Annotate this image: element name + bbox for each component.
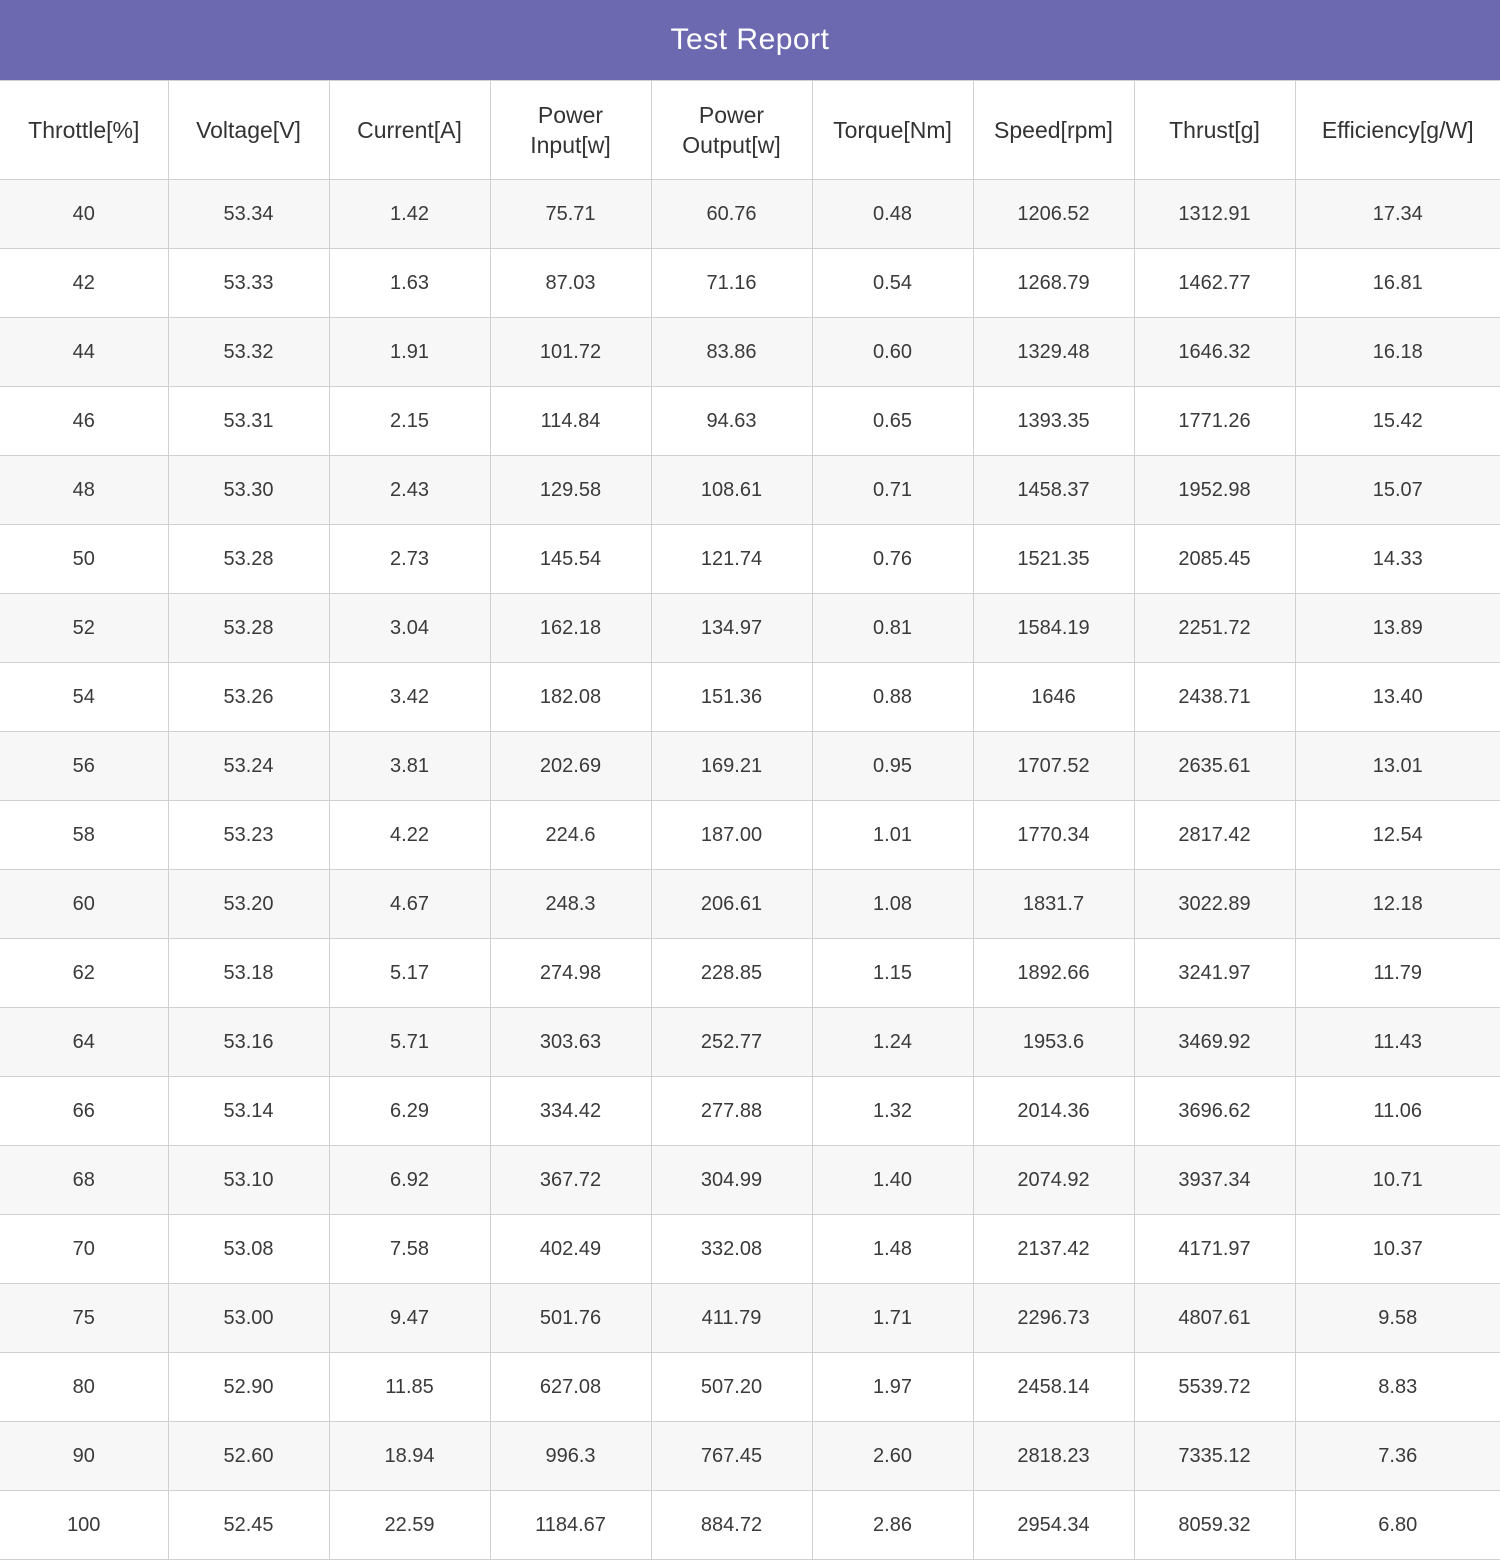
table-row [0, 1077, 1500, 1146]
cell-power-output: 187.00 [651, 801, 812, 870]
cell-efficiency: 7.36 [1295, 1422, 1500, 1491]
table-row [0, 249, 1500, 318]
cell-voltage: 53.23 [168, 801, 329, 870]
cell-throttle: 56 [0, 732, 168, 801]
cell-torque: 0.88 [812, 663, 973, 732]
cell-speed: 1953.6 [973, 1008, 1134, 1077]
cell-torque: 1.71 [812, 1284, 973, 1353]
cell-current: 2.15 [329, 387, 490, 456]
cell-speed: 1707.52 [973, 732, 1134, 801]
cell-throttle: 80 [0, 1353, 168, 1422]
cell-power-output: 884.72 [651, 1491, 812, 1560]
cell-current: 6.92 [329, 1146, 490, 1215]
table-row [0, 1422, 1500, 1491]
cell-speed: 2458.14 [973, 1353, 1134, 1422]
cell-efficiency: 17.34 [1295, 180, 1500, 249]
cell-speed: 2954.34 [973, 1491, 1134, 1560]
cell-throttle: 68 [0, 1146, 168, 1215]
cell-power-output: 411.79 [651, 1284, 812, 1353]
table-row [0, 594, 1500, 663]
cell-voltage: 53.00 [168, 1284, 329, 1353]
cell-efficiency: 6.80 [1295, 1491, 1500, 1560]
cell-power-input: 248.3 [490, 870, 651, 939]
cell-efficiency: 10.71 [1295, 1146, 1500, 1215]
cell-voltage: 53.31 [168, 387, 329, 456]
cell-thrust: 1952.98 [1134, 456, 1295, 525]
cell-thrust: 7335.12 [1134, 1422, 1295, 1491]
cell-voltage: 53.30 [168, 456, 329, 525]
cell-speed: 2074.92 [973, 1146, 1134, 1215]
cell-throttle: 44 [0, 318, 168, 387]
cell-power-output: 60.76 [651, 180, 812, 249]
table-row [0, 870, 1500, 939]
table-row [0, 1491, 1500, 1560]
cell-power-output: 121.74 [651, 525, 812, 594]
cell-speed: 2818.23 [973, 1422, 1134, 1491]
cell-thrust: 4807.61 [1134, 1284, 1295, 1353]
cell-voltage: 53.24 [168, 732, 329, 801]
cell-throttle: 54 [0, 663, 168, 732]
cell-throttle: 40 [0, 180, 168, 249]
cell-efficiency: 14.33 [1295, 525, 1500, 594]
cell-torque: 1.24 [812, 1008, 973, 1077]
cell-thrust: 2251.72 [1134, 594, 1295, 663]
cell-speed: 1458.37 [973, 456, 1134, 525]
cell-current: 5.17 [329, 939, 490, 1008]
cell-speed: 1770.34 [973, 801, 1134, 870]
column-header-throttle: Throttle[%] [0, 81, 168, 180]
cell-speed: 2296.73 [973, 1284, 1134, 1353]
cell-torque: 1.15 [812, 939, 973, 1008]
cell-throttle: 50 [0, 525, 168, 594]
cell-throttle: 42 [0, 249, 168, 318]
cell-power-input: 145.54 [490, 525, 651, 594]
cell-voltage: 53.28 [168, 594, 329, 663]
cell-thrust: 1646.32 [1134, 318, 1295, 387]
table-row [0, 456, 1500, 525]
cell-power-output: 332.08 [651, 1215, 812, 1284]
cell-torque: 1.97 [812, 1353, 973, 1422]
cell-voltage: 53.34 [168, 180, 329, 249]
cell-voltage: 53.28 [168, 525, 329, 594]
cell-torque: 0.54 [812, 249, 973, 318]
cell-power-input: 996.3 [490, 1422, 651, 1491]
cell-speed: 1268.79 [973, 249, 1134, 318]
cell-voltage: 53.33 [168, 249, 329, 318]
cell-current: 2.73 [329, 525, 490, 594]
cell-thrust: 2817.42 [1134, 801, 1295, 870]
cell-current: 5.71 [329, 1008, 490, 1077]
cell-thrust: 3937.34 [1134, 1146, 1295, 1215]
table-row [0, 1284, 1500, 1353]
cell-torque: 0.76 [812, 525, 973, 594]
cell-power-output: 277.88 [651, 1077, 812, 1146]
cell-efficiency: 8.83 [1295, 1353, 1500, 1422]
cell-speed: 1646 [973, 663, 1134, 732]
column-header-torque: Torque[Nm] [812, 81, 973, 180]
cell-power-output: 304.99 [651, 1146, 812, 1215]
cell-power-input: 75.71 [490, 180, 651, 249]
cell-current: 22.59 [329, 1491, 490, 1560]
table-row [0, 387, 1500, 456]
cell-efficiency: 11.06 [1295, 1077, 1500, 1146]
cell-efficiency: 11.43 [1295, 1008, 1500, 1077]
cell-power-output: 206.61 [651, 870, 812, 939]
cell-efficiency: 13.01 [1295, 732, 1500, 801]
cell-current: 1.63 [329, 249, 490, 318]
cell-torque: 0.95 [812, 732, 973, 801]
cell-efficiency: 11.79 [1295, 939, 1500, 1008]
cell-power-input: 627.08 [490, 1353, 651, 1422]
cell-efficiency: 10.37 [1295, 1215, 1500, 1284]
cell-throttle: 75 [0, 1284, 168, 1353]
cell-speed: 1206.52 [973, 180, 1134, 249]
cell-voltage: 53.20 [168, 870, 329, 939]
table-body [0, 180, 1500, 1560]
cell-torque: 2.86 [812, 1491, 973, 1560]
cell-voltage: 53.10 [168, 1146, 329, 1215]
column-header-speed: Speed[rpm] [973, 81, 1134, 180]
cell-power-input: 1184.67 [490, 1491, 651, 1560]
cell-current: 11.85 [329, 1353, 490, 1422]
cell-power-output: 71.16 [651, 249, 812, 318]
cell-speed: 2014.36 [973, 1077, 1134, 1146]
cell-power-input: 501.76 [490, 1284, 651, 1353]
cell-thrust: 3696.62 [1134, 1077, 1295, 1146]
cell-power-input: 162.18 [490, 594, 651, 663]
table-row [0, 732, 1500, 801]
cell-current: 7.58 [329, 1215, 490, 1284]
cell-thrust: 2085.45 [1134, 525, 1295, 594]
cell-thrust: 5539.72 [1134, 1353, 1295, 1422]
cell-power-input: 114.84 [490, 387, 651, 456]
cell-torque: 2.60 [812, 1422, 973, 1491]
table-row [0, 939, 1500, 1008]
cell-power-output: 108.61 [651, 456, 812, 525]
cell-efficiency: 13.89 [1295, 594, 1500, 663]
table-row [0, 801, 1500, 870]
cell-power-input: 303.63 [490, 1008, 651, 1077]
cell-throttle: 60 [0, 870, 168, 939]
cell-torque: 0.71 [812, 456, 973, 525]
cell-power-input: 87.03 [490, 249, 651, 318]
cell-current: 3.81 [329, 732, 490, 801]
cell-efficiency: 16.81 [1295, 249, 1500, 318]
cell-voltage: 52.45 [168, 1491, 329, 1560]
table-row [0, 318, 1500, 387]
cell-torque: 1.01 [812, 801, 973, 870]
cell-power-output: 94.63 [651, 387, 812, 456]
cell-speed: 1831.7 [973, 870, 1134, 939]
cell-efficiency: 12.54 [1295, 801, 1500, 870]
cell-current: 3.04 [329, 594, 490, 663]
cell-power-input: 202.69 [490, 732, 651, 801]
cell-torque: 0.65 [812, 387, 973, 456]
cell-efficiency: 15.07 [1295, 456, 1500, 525]
cell-efficiency: 9.58 [1295, 1284, 1500, 1353]
table-row [0, 1146, 1500, 1215]
cell-thrust: 8059.32 [1134, 1491, 1295, 1560]
cell-throttle: 58 [0, 801, 168, 870]
cell-thrust: 4171.97 [1134, 1215, 1295, 1284]
cell-torque: 0.48 [812, 180, 973, 249]
cell-torque: 0.81 [812, 594, 973, 663]
cell-efficiency: 12.18 [1295, 870, 1500, 939]
table-row [0, 1215, 1500, 1284]
cell-thrust: 1462.77 [1134, 249, 1295, 318]
cell-power-output: 228.85 [651, 939, 812, 1008]
cell-power-input: 224.6 [490, 801, 651, 870]
cell-throttle: 62 [0, 939, 168, 1008]
cell-current: 18.94 [329, 1422, 490, 1491]
cell-voltage: 53.26 [168, 663, 329, 732]
cell-torque: 1.32 [812, 1077, 973, 1146]
cell-torque: 1.08 [812, 870, 973, 939]
column-header-power-input: Power Input[w] [490, 81, 651, 180]
cell-voltage: 53.18 [168, 939, 329, 1008]
cell-current: 6.29 [329, 1077, 490, 1146]
cell-power-input: 182.08 [490, 663, 651, 732]
cell-torque: 1.48 [812, 1215, 973, 1284]
cell-efficiency: 13.40 [1295, 663, 1500, 732]
cell-voltage: 53.14 [168, 1077, 329, 1146]
column-header-voltage: Voltage[V] [168, 81, 329, 180]
cell-power-input: 367.72 [490, 1146, 651, 1215]
cell-voltage: 53.32 [168, 318, 329, 387]
cell-speed: 1892.66 [973, 939, 1134, 1008]
table-row [0, 525, 1500, 594]
cell-current: 2.43 [329, 456, 490, 525]
cell-throttle: 66 [0, 1077, 168, 1146]
cell-power-output: 83.86 [651, 318, 812, 387]
cell-throttle: 46 [0, 387, 168, 456]
cell-current: 3.42 [329, 663, 490, 732]
cell-current: 1.91 [329, 318, 490, 387]
cell-power-input: 274.98 [490, 939, 651, 1008]
cell-voltage: 52.60 [168, 1422, 329, 1491]
cell-thrust: 2438.71 [1134, 663, 1295, 732]
cell-thrust: 1312.91 [1134, 180, 1295, 249]
cell-speed: 1393.35 [973, 387, 1134, 456]
cell-power-output: 252.77 [651, 1008, 812, 1077]
cell-thrust: 3022.89 [1134, 870, 1295, 939]
cell-throttle: 70 [0, 1215, 168, 1284]
cell-torque: 1.40 [812, 1146, 973, 1215]
cell-efficiency: 15.42 [1295, 387, 1500, 456]
cell-power-input: 334.42 [490, 1077, 651, 1146]
column-header-efficiency: Efficiency[g/W] [1295, 81, 1500, 180]
cell-power-input: 402.49 [490, 1215, 651, 1284]
cell-current: 1.42 [329, 180, 490, 249]
test-report-table [0, 80, 1500, 1560]
cell-efficiency: 16.18 [1295, 318, 1500, 387]
column-header-thrust: Thrust[g] [1134, 81, 1295, 180]
table-row [0, 663, 1500, 732]
cell-current: 4.67 [329, 870, 490, 939]
cell-thrust: 3469.92 [1134, 1008, 1295, 1077]
cell-throttle: 90 [0, 1422, 168, 1491]
cell-thrust: 3241.97 [1134, 939, 1295, 1008]
cell-speed: 1584.19 [973, 594, 1134, 663]
table-row [0, 180, 1500, 249]
report-title-bar [0, 0, 1500, 80]
column-header-current: Current[A] [329, 81, 490, 180]
cell-voltage: 53.08 [168, 1215, 329, 1284]
table-row [0, 1353, 1500, 1422]
cell-power-output: 134.97 [651, 594, 812, 663]
cell-current: 4.22 [329, 801, 490, 870]
cell-voltage: 53.16 [168, 1008, 329, 1077]
table-header-row [0, 81, 1500, 180]
cell-throttle: 52 [0, 594, 168, 663]
cell-power-output: 507.20 [651, 1353, 812, 1422]
table-row [0, 1008, 1500, 1077]
cell-throttle: 48 [0, 456, 168, 525]
cell-power-output: 151.36 [651, 663, 812, 732]
cell-torque: 0.60 [812, 318, 973, 387]
report-title: Test Report [670, 23, 830, 56]
cell-throttle: 100 [0, 1491, 168, 1560]
cell-power-output: 767.45 [651, 1422, 812, 1491]
cell-power-input: 129.58 [490, 456, 651, 525]
cell-throttle: 64 [0, 1008, 168, 1077]
cell-thrust: 2635.61 [1134, 732, 1295, 801]
cell-voltage: 52.90 [168, 1353, 329, 1422]
cell-current: 9.47 [329, 1284, 490, 1353]
cell-speed: 2137.42 [973, 1215, 1134, 1284]
cell-power-output: 169.21 [651, 732, 812, 801]
cell-power-input: 101.72 [490, 318, 651, 387]
cell-speed: 1521.35 [973, 525, 1134, 594]
cell-thrust: 1771.26 [1134, 387, 1295, 456]
cell-speed: 1329.48 [973, 318, 1134, 387]
column-header-power-output: Power Output[w] [651, 81, 812, 180]
